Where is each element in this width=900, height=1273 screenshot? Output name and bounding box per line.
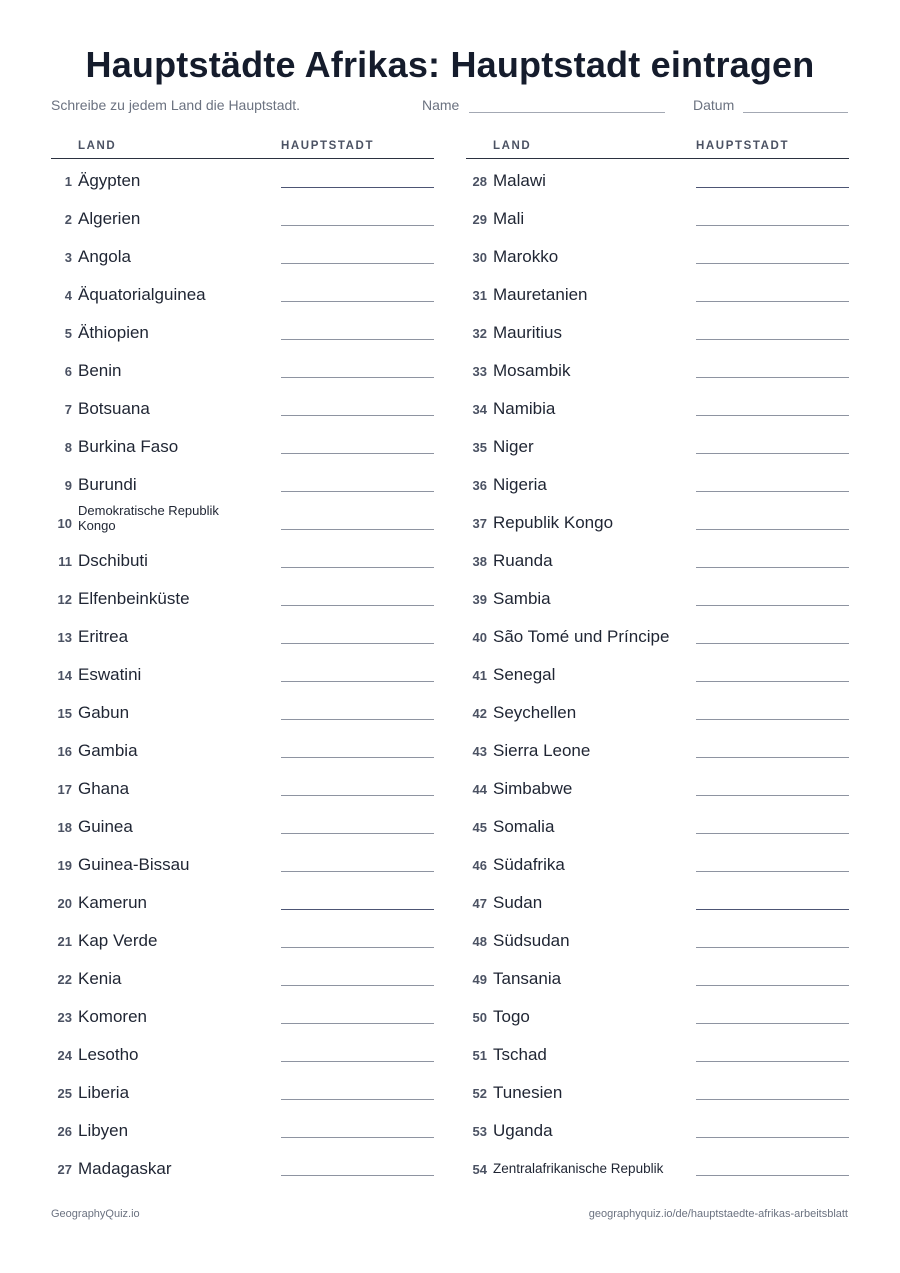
table-row: [51, 691, 434, 729]
country-name: Marokko: [493, 247, 559, 266]
capital-answer-line[interactable]: [696, 263, 849, 264]
country-name: Mali: [493, 209, 525, 228]
capital-answer-line[interactable]: [696, 529, 849, 530]
row-number: 44: [472, 782, 487, 797]
land-column-header: LAND: [493, 140, 532, 152]
country-name: Ghana: [78, 779, 130, 798]
table-row: [51, 311, 434, 349]
country-name: Lesotho: [78, 1045, 139, 1064]
capital-answer-line[interactable]: [281, 795, 434, 796]
table-row: [51, 1147, 434, 1185]
table-row: [466, 653, 849, 691]
country-name: Kenia: [78, 969, 122, 988]
capital-answer-line[interactable]: [281, 567, 434, 568]
date-field[interactable]: [743, 112, 848, 113]
capital-answer-line[interactable]: [281, 415, 434, 416]
country-name: Mauritius: [493, 323, 562, 342]
table-row: [51, 539, 434, 577]
table-row: [466, 1109, 849, 1147]
table-row: [466, 539, 849, 577]
row-number: 33: [472, 364, 487, 379]
table-row: [466, 577, 849, 615]
row-number: 43: [472, 744, 487, 759]
country-name: Kap Verde: [78, 931, 158, 950]
table-row: [51, 919, 434, 957]
capital-answer-line[interactable]: [281, 1137, 434, 1138]
row-number: 22: [57, 972, 72, 987]
country-name: Ägypten: [78, 171, 141, 190]
row-number: 3: [64, 250, 72, 265]
capital-answer-line[interactable]: [696, 1061, 849, 1062]
capital-column-header: HAUPTSTADT: [696, 140, 790, 152]
country-name: Guinea: [78, 817, 133, 836]
table-row: [466, 919, 849, 957]
row-number: 28: [472, 174, 487, 189]
capital-answer-line[interactable]: [281, 187, 434, 188]
country-name: Kamerun: [78, 893, 147, 912]
page-title: Hauptstädte Afrikas: Hauptstadt eintragen: [85, 44, 815, 85]
capital-answer-line[interactable]: [696, 339, 849, 340]
row-number: 23: [57, 1010, 72, 1025]
table-row: [51, 805, 434, 843]
table-row: [51, 387, 434, 425]
capital-answer-line[interactable]: [696, 833, 849, 834]
row-number: 48: [472, 934, 487, 949]
right-row-list: [466, 159, 849, 1185]
capital-answer-line[interactable]: [696, 415, 849, 416]
country-name: Demokratische Republik Kongo: [78, 503, 219, 533]
table-row: [466, 957, 849, 995]
capital-answer-line[interactable]: [696, 681, 849, 682]
country-name: Liberia: [78, 1083, 130, 1102]
table-row: [466, 501, 849, 539]
capital-answer-line[interactable]: [696, 643, 849, 644]
capital-answer-line[interactable]: [696, 377, 849, 378]
table-row: [466, 425, 849, 463]
row-number: 30: [472, 250, 487, 265]
capital-answer-line[interactable]: [281, 719, 434, 720]
country-name: Eritrea: [78, 627, 129, 646]
left-row-list: [51, 159, 434, 1185]
country-name: Südsudan: [493, 931, 570, 950]
row-number: 6: [64, 364, 72, 379]
country-name: Sierra Leone: [493, 741, 591, 760]
table-row: [466, 881, 849, 919]
country-name: Gambia: [78, 741, 138, 760]
capital-answer-line[interactable]: [281, 225, 434, 226]
country-name: Burkina Faso: [78, 437, 179, 456]
country-name: Senegal: [493, 665, 556, 684]
country-name: Togo: [493, 1007, 530, 1026]
capital-answer-line[interactable]: [281, 947, 434, 948]
row-number: 13: [57, 630, 72, 645]
country-name: Tunesien: [493, 1083, 563, 1102]
row-number: 25: [57, 1086, 72, 1101]
table-row: [466, 843, 849, 881]
country-name: Angola: [78, 247, 131, 266]
capital-answer-line[interactable]: [281, 1175, 434, 1176]
country-name: Somalia: [493, 817, 555, 836]
country-name: Algerien: [78, 209, 141, 228]
capital-answer-line[interactable]: [696, 947, 849, 948]
row-number: 37: [472, 516, 487, 531]
row-number: 10: [57, 516, 72, 531]
row-number: 39: [472, 592, 487, 607]
table-row: [51, 995, 434, 1033]
table-row: [51, 463, 434, 501]
name-field[interactable]: [469, 112, 665, 113]
table-row: [51, 729, 434, 767]
capital-answer-line[interactable]: [281, 757, 434, 758]
row-number: 38: [472, 554, 487, 569]
capital-answer-line[interactable]: [696, 605, 849, 606]
table-row: [466, 691, 849, 729]
capital-answer-line[interactable]: [281, 643, 434, 644]
capital-answer-line[interactable]: [696, 1137, 849, 1138]
table-row: [466, 197, 849, 235]
row-number: 53: [472, 1124, 487, 1139]
table-row: [466, 311, 849, 349]
table-row: [466, 615, 849, 653]
row-number: 17: [57, 782, 72, 797]
country-name: Uganda: [493, 1121, 553, 1140]
table-row: [466, 805, 849, 843]
column-header: [51, 139, 434, 159]
country-name: Seychellen: [493, 703, 577, 722]
country-name: Sambia: [493, 589, 551, 608]
country-name: Ruanda: [493, 551, 553, 570]
row-number: 40: [472, 630, 487, 645]
table-row: [51, 501, 434, 539]
row-number: 52: [472, 1086, 487, 1101]
row-number: 16: [57, 744, 72, 759]
row-number: 47: [472, 896, 487, 911]
country-name: Burundi: [78, 475, 137, 494]
capital-answer-line[interactable]: [696, 1175, 849, 1176]
country-name: Namibia: [493, 399, 556, 418]
capital-answer-line[interactable]: [696, 225, 849, 226]
table-row: [51, 349, 434, 387]
row-number: 8: [64, 440, 72, 455]
row-number: 1: [64, 174, 72, 189]
table-row: [51, 235, 434, 273]
row-number: 50: [472, 1010, 487, 1025]
table-row: [466, 235, 849, 273]
row-number: 31: [472, 288, 487, 303]
table-row: [51, 1109, 434, 1147]
row-number: 32: [472, 326, 487, 341]
row-number: 24: [57, 1048, 72, 1063]
capital-answer-line[interactable]: [696, 871, 849, 872]
left-column: [51, 139, 434, 1185]
capital-answer-line[interactable]: [696, 909, 849, 910]
capital-answer-line[interactable]: [696, 795, 849, 796]
table-row: [51, 1033, 434, 1071]
country-name: Gabun: [78, 703, 130, 722]
table-row: [466, 995, 849, 1033]
name-label: Name: [422, 97, 460, 113]
row-number: 7: [64, 402, 72, 417]
country-name: Dschibuti: [78, 551, 148, 570]
country-name: Niger: [493, 437, 534, 456]
table-row: [51, 1071, 434, 1109]
country-name: Guinea-Bissau: [78, 855, 190, 874]
footer-url: geographyquiz.io/de/hauptstaedte-afrikas-arbeitsblatt: [588, 1208, 848, 1220]
capital-answer-line[interactable]: [281, 377, 434, 378]
country-name: Äthiopien: [78, 323, 149, 342]
country-name: Sudan: [493, 893, 543, 912]
table-row: [51, 159, 434, 197]
capital-answer-line[interactable]: [281, 453, 434, 454]
table-row: [466, 1147, 849, 1185]
row-number: 54: [472, 1162, 487, 1177]
table-row: [466, 1033, 849, 1071]
country-name: Südafrika: [493, 855, 565, 874]
capital-answer-line[interactable]: [281, 833, 434, 834]
table-row: [51, 615, 434, 653]
country-name: Elfenbeinküste: [78, 589, 190, 608]
capital-answer-line[interactable]: [281, 301, 434, 302]
country-name: Madagaskar: [78, 1159, 172, 1178]
country-name: Simbabwe: [493, 779, 573, 798]
row-number: 26: [57, 1124, 72, 1139]
table-row: [51, 577, 434, 615]
capital-answer-line[interactable]: [696, 567, 849, 568]
row-number: 15: [57, 706, 72, 721]
row-number: 36: [472, 478, 487, 493]
row-number: 34: [472, 402, 487, 417]
column-header: [466, 139, 849, 159]
table-row: [466, 349, 849, 387]
table-row: [466, 387, 849, 425]
country-name: Äquatorialguinea: [78, 285, 206, 304]
row-number: 41: [472, 668, 487, 683]
capital-answer-line[interactable]: [281, 909, 434, 910]
capital-answer-line[interactable]: [281, 1061, 434, 1062]
capital-answer-line[interactable]: [696, 1023, 849, 1024]
row-number: 9: [64, 478, 72, 493]
country-name: Tschad: [493, 1045, 547, 1064]
capital-answer-line[interactable]: [281, 871, 434, 872]
table-row: [51, 843, 434, 881]
capital-answer-line[interactable]: [696, 491, 849, 492]
country-name: Botsuana: [78, 399, 150, 418]
row-number: 19: [57, 858, 72, 873]
capital-answer-line[interactable]: [696, 453, 849, 454]
row-number: 46: [472, 858, 487, 873]
capital-answer-line[interactable]: [281, 1099, 434, 1100]
capital-answer-line[interactable]: [696, 985, 849, 986]
row-number: 21: [57, 934, 72, 949]
table-row: [466, 1071, 849, 1109]
table-row: [51, 767, 434, 805]
country-name: Mosambik: [493, 361, 571, 380]
table-row: [51, 653, 434, 691]
capital-answer-line[interactable]: [696, 757, 849, 758]
row-number: 29: [472, 212, 487, 227]
country-name: Zentralafrikanische Republik: [493, 1161, 664, 1176]
capital-answer-line[interactable]: [281, 491, 434, 492]
country-name: Malawi: [493, 171, 546, 190]
date-label: Datum: [693, 97, 735, 113]
row-number: 4: [64, 288, 72, 303]
right-column: [466, 139, 849, 1185]
table-row: [466, 729, 849, 767]
land-column-header: LAND: [78, 140, 117, 152]
row-number: 14: [57, 668, 72, 683]
capital-answer-line[interactable]: [281, 985, 434, 986]
row-number: 2: [64, 212, 72, 227]
capital-answer-line[interactable]: [696, 301, 849, 302]
row-number: 18: [57, 820, 72, 835]
row-number: 42: [472, 706, 487, 721]
row-number: 35: [472, 440, 487, 455]
row-number: 12: [57, 592, 72, 607]
capital-answer-line[interactable]: [696, 187, 849, 188]
capital-answer-line[interactable]: [281, 529, 434, 530]
country-name: Nigeria: [493, 475, 547, 494]
table-row: [51, 273, 434, 311]
country-name: Mauretanien: [493, 285, 588, 304]
row-number: 20: [57, 896, 72, 911]
country-name: São Tomé und Príncipe: [493, 627, 670, 646]
country-name: Eswatini: [78, 665, 142, 684]
capital-answer-line[interactable]: [281, 605, 434, 606]
capital-answer-line[interactable]: [696, 1099, 849, 1100]
table-row: [51, 881, 434, 919]
capital-answer-line[interactable]: [281, 339, 434, 340]
capital-answer-line[interactable]: [696, 719, 849, 720]
table-row: [51, 197, 434, 235]
table-row: [466, 273, 849, 311]
capital-answer-line[interactable]: [281, 263, 434, 264]
table-row: [466, 463, 849, 501]
row-number: 49: [472, 972, 487, 987]
instructions-text: Schreibe zu jedem Land die Hauptstadt.: [51, 97, 301, 113]
country-name: Benin: [78, 361, 122, 380]
country-name: Tansania: [493, 969, 562, 988]
capital-column-header: HAUPTSTADT: [281, 140, 375, 152]
row-number: 45: [472, 820, 487, 835]
row-number: 11: [58, 554, 72, 569]
row-number: 51: [472, 1048, 487, 1063]
country-name: Republik Kongo: [493, 513, 614, 532]
capital-answer-line[interactable]: [281, 681, 434, 682]
country-name: Libyen: [78, 1121, 129, 1140]
row-number: 27: [57, 1162, 72, 1177]
capital-answer-line[interactable]: [281, 1023, 434, 1024]
table-row: [51, 957, 434, 995]
table-row: [466, 159, 849, 197]
table-row: [466, 767, 849, 805]
country-name: Komoren: [78, 1007, 147, 1026]
table-row: [51, 425, 434, 463]
row-number: 5: [64, 326, 72, 341]
footer-brand: GeographyQuiz.io: [51, 1208, 140, 1220]
